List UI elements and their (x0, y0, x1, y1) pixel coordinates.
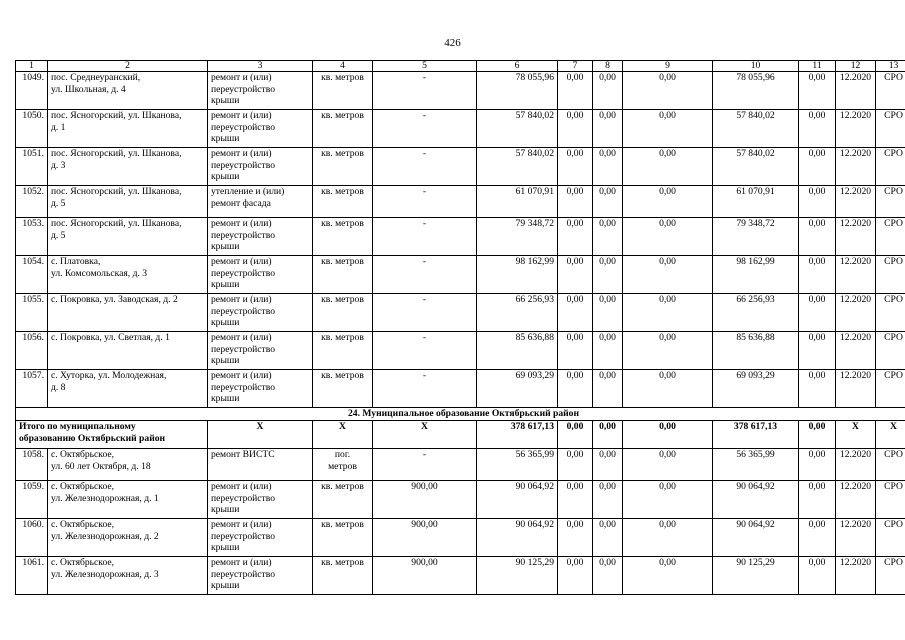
work-type-cell: ремонт и (или) переустройство крыши (208, 370, 313, 408)
column-number: 2 (48, 61, 208, 72)
row-number: 1049. (16, 72, 48, 110)
owners-funds-cell: 78 055,96 (713, 72, 799, 110)
area-cell: - (373, 218, 477, 256)
subtotal-cell: 0,00 (799, 421, 836, 449)
total-cost-cell: 85 636,88 (477, 332, 558, 370)
unit-cell: пог. метров (313, 449, 373, 481)
total-cost-cell: 69 093,29 (477, 370, 558, 408)
completion-date-cell: 12.2020 (836, 148, 876, 186)
row-number: 1058. (16, 449, 48, 481)
column-number-row (16, 61, 905, 72)
column-number: 10 (713, 61, 799, 72)
unit-cell: кв. метров (313, 148, 373, 186)
table-row (16, 519, 905, 557)
completion-date-cell: 12.2020 (836, 557, 876, 595)
subtotal-cell: Х (208, 421, 313, 449)
area-cell: - (373, 72, 477, 110)
area-cell: 900,00 (373, 481, 477, 519)
column-number: 6 (477, 61, 558, 72)
work-type-cell: ремонт и (или) переустройство крыши (208, 110, 313, 148)
address-cell: с. Покровка, ул. Светлая, д. 1 (48, 332, 208, 370)
column-number: 1 (16, 61, 48, 72)
column-number: 4 (313, 61, 373, 72)
work-type-cell: ремонт и (или) переустройство крыши (208, 332, 313, 370)
owners-funds-cell: 90 125,29 (713, 557, 799, 595)
address-cell: с. Октябрьское, ул. 60 лет Октября, д. 18 (48, 449, 208, 481)
subtotal-cell: Х (876, 421, 905, 449)
area-cell: 900,00 (373, 519, 477, 557)
regional-funds-cell: 0,00 (593, 370, 623, 408)
owners-funds-cell: 90 064,92 (713, 481, 799, 519)
local-funds-cell: 0,00 (623, 370, 713, 408)
federal-funds-cell: 0,00 (558, 72, 593, 110)
area-cell: - (373, 449, 477, 481)
regional-funds-cell: 0,00 (593, 481, 623, 519)
federal-funds-cell: 0,00 (558, 110, 593, 148)
table-row (16, 481, 905, 519)
address-cell: с. Покровка, ул. Заводская, д. 2 (48, 294, 208, 332)
regional-funds-cell: 0,00 (593, 218, 623, 256)
area-cell: - (373, 294, 477, 332)
table-row (16, 186, 905, 218)
completion-date-cell: 12.2020 (836, 186, 876, 218)
subtotal-label: Итого по муниципальному образованию Октябрьский район (16, 421, 208, 449)
row-number: 1059. (16, 481, 48, 519)
area-cell: 900,00 (373, 557, 477, 595)
table-row (16, 148, 905, 186)
other-funds-cell: 0,00 (799, 557, 836, 595)
area-cell: - (373, 110, 477, 148)
local-funds-cell: 0,00 (623, 148, 713, 186)
address-cell: с. Платовка, ул. Комсомольская, д. 3 (48, 256, 208, 294)
completion-date-cell: 12.2020 (836, 256, 876, 294)
address-cell: с. Октябрьское, ул. Железнодорожная, д. 1 (48, 481, 208, 519)
address-cell: пос. Ясногорский, ул. Шканова, д. 5 (48, 186, 208, 218)
address-cell: пос. Среднеуранский, ул. Школьная, д. 4 (48, 72, 208, 110)
work-type-cell: ремонт и (или) переустройство крыши (208, 148, 313, 186)
unit-cell: кв. метров (313, 519, 373, 557)
column-number: 7 (558, 61, 593, 72)
table-row (16, 110, 905, 148)
work-type-cell: ремонт ВИСТС (208, 449, 313, 481)
local-funds-cell: 0,00 (623, 218, 713, 256)
total-cost-cell: 90 064,92 (477, 519, 558, 557)
subtotal-cell: 0,00 (558, 421, 593, 449)
regional-funds-cell: 0,00 (593, 148, 623, 186)
table-row (16, 557, 905, 595)
address-cell: с. Хуторка, ул. Молодежная, д. 8 (48, 370, 208, 408)
owners-funds-cell: 69 093,29 (713, 370, 799, 408)
row-number: 1050. (16, 110, 48, 148)
table-row (16, 294, 905, 332)
column-number: 3 (208, 61, 313, 72)
regional-funds-cell: 0,00 (593, 332, 623, 370)
table-row (16, 256, 905, 294)
owners-funds-cell: 61 070,91 (713, 186, 799, 218)
subtotal-cell: 0,00 (593, 421, 623, 449)
address-cell: с. Октябрьское, ул. Железнодорожная, д. 2 (48, 519, 208, 557)
row-number: 1061. (16, 557, 48, 595)
unit-cell: кв. метров (313, 294, 373, 332)
local-funds-cell: 0,00 (623, 294, 713, 332)
work-type-cell: ремонт и (или) переустройство крыши (208, 519, 313, 557)
method-cell: СРО (876, 519, 905, 557)
regional-funds-cell: 0,00 (593, 294, 623, 332)
unit-cell: кв. метров (313, 256, 373, 294)
completion-date-cell: 12.2020 (836, 370, 876, 408)
federal-funds-cell: 0,00 (558, 294, 593, 332)
other-funds-cell: 0,00 (799, 218, 836, 256)
other-funds-cell: 0,00 (799, 72, 836, 110)
federal-funds-cell: 0,00 (558, 481, 593, 519)
owners-funds-cell: 98 162,99 (713, 256, 799, 294)
unit-cell: кв. метров (313, 218, 373, 256)
local-funds-cell: 0,00 (623, 186, 713, 218)
table-row (16, 332, 905, 370)
area-cell: - (373, 148, 477, 186)
regional-funds-cell: 0,00 (593, 186, 623, 218)
address-cell: пос. Ясногорский, ул. Шканова, д. 1 (48, 110, 208, 148)
row-number: 1052. (16, 186, 48, 218)
local-funds-cell: 0,00 (623, 481, 713, 519)
other-funds-cell: 0,00 (799, 294, 836, 332)
total-cost-cell: 78 055,96 (477, 72, 558, 110)
row-number: 1054. (16, 256, 48, 294)
completion-date-cell: 12.2020 (836, 110, 876, 148)
row-number: 1053. (16, 218, 48, 256)
work-type-cell: утепление и (или) ремонт фасада (208, 186, 313, 218)
total-cost-cell: 90 064,92 (477, 481, 558, 519)
subtotal-cell: Х (313, 421, 373, 449)
federal-funds-cell: 0,00 (558, 256, 593, 294)
other-funds-cell: 0,00 (799, 449, 836, 481)
regional-funds-cell: 0,00 (593, 449, 623, 481)
page-number: 426 (444, 37, 461, 49)
regional-funds-cell: 0,00 (593, 72, 623, 110)
column-number: 12 (836, 61, 876, 72)
owners-funds-cell: 57 840,02 (713, 148, 799, 186)
work-type-cell: ремонт и (или) переустройство крыши (208, 256, 313, 294)
address-cell: пос. Ясногорский, ул. Шканова, д. 5 (48, 218, 208, 256)
other-funds-cell: 0,00 (799, 332, 836, 370)
column-number: 11 (799, 61, 836, 72)
row-number: 1055. (16, 294, 48, 332)
method-cell: СРО (876, 256, 905, 294)
subtotal-cell: Х (836, 421, 876, 449)
local-funds-cell: 0,00 (623, 332, 713, 370)
method-cell: СРО (876, 332, 905, 370)
completion-date-cell: 12.2020 (836, 519, 876, 557)
method-cell: СРО (876, 449, 905, 481)
federal-funds-cell: 0,00 (558, 186, 593, 218)
unit-cell: кв. метров (313, 332, 373, 370)
federal-funds-cell: 0,00 (558, 519, 593, 557)
owners-funds-cell: 66 256,93 (713, 294, 799, 332)
subtotal-cell: Х (373, 421, 477, 449)
area-cell: - (373, 186, 477, 218)
total-cost-cell: 57 840,02 (477, 110, 558, 148)
total-cost-cell: 57 840,02 (477, 148, 558, 186)
completion-date-cell: 12.2020 (836, 218, 876, 256)
capital-repair-table (15, 60, 905, 595)
subtotal-cell: 378 617,13 (713, 421, 799, 449)
work-type-cell: ремонт и (или) переустройство крыши (208, 72, 313, 110)
unit-cell: кв. метров (313, 557, 373, 595)
local-funds-cell: 0,00 (623, 72, 713, 110)
owners-funds-cell: 56 365,99 (713, 449, 799, 481)
work-type-cell: ремонт и (или) переустройство крыши (208, 557, 313, 595)
total-cost-cell: 90 125,29 (477, 557, 558, 595)
row-number: 1057. (16, 370, 48, 408)
subtotal-row (16, 421, 905, 449)
total-cost-cell: 98 162,99 (477, 256, 558, 294)
method-cell: СРО (876, 294, 905, 332)
local-funds-cell: 0,00 (623, 449, 713, 481)
method-cell: СРО (876, 218, 905, 256)
method-cell: СРО (876, 148, 905, 186)
table-row (16, 449, 905, 481)
total-cost-cell: 61 070,91 (477, 186, 558, 218)
completion-date-cell: 12.2020 (836, 294, 876, 332)
address-cell: пос. Ясногорский, ул. Шканова, д. 3 (48, 148, 208, 186)
unit-cell: кв. метров (313, 72, 373, 110)
federal-funds-cell: 0,00 (558, 557, 593, 595)
local-funds-cell: 0,00 (623, 519, 713, 557)
section-heading-row (16, 408, 905, 421)
column-number: 5 (373, 61, 477, 72)
work-type-cell: ремонт и (или) переустройство крыши (208, 481, 313, 519)
local-funds-cell: 0,00 (623, 110, 713, 148)
subtotal-cost-cell: 378 617,13 (477, 421, 558, 449)
other-funds-cell: 0,00 (799, 519, 836, 557)
method-cell: СРО (876, 370, 905, 408)
method-cell: СРО (876, 72, 905, 110)
row-number: 1056. (16, 332, 48, 370)
federal-funds-cell: 0,00 (558, 332, 593, 370)
unit-cell: кв. метров (313, 110, 373, 148)
row-number: 1060. (16, 519, 48, 557)
column-number: 9 (623, 61, 713, 72)
row-number: 1051. (16, 148, 48, 186)
federal-funds-cell: 0,00 (558, 218, 593, 256)
completion-date-cell: 12.2020 (836, 332, 876, 370)
method-cell: СРО (876, 557, 905, 595)
completion-date-cell: 12.2020 (836, 481, 876, 519)
table-row (16, 72, 905, 110)
table-row (16, 370, 905, 408)
total-cost-cell: 56 365,99 (477, 449, 558, 481)
owners-funds-cell: 79 348,72 (713, 218, 799, 256)
regional-funds-cell: 0,00 (593, 557, 623, 595)
other-funds-cell: 0,00 (799, 148, 836, 186)
total-cost-cell: 66 256,93 (477, 294, 558, 332)
local-funds-cell: 0,00 (623, 557, 713, 595)
completion-date-cell: 12.2020 (836, 449, 876, 481)
owners-funds-cell: 90 064,92 (713, 519, 799, 557)
unit-cell: кв. метров (313, 370, 373, 408)
owners-funds-cell: 85 636,88 (713, 332, 799, 370)
work-type-cell: ремонт и (или) переустройство крыши (208, 294, 313, 332)
unit-cell: кв. метров (313, 186, 373, 218)
regional-funds-cell: 0,00 (593, 110, 623, 148)
regional-funds-cell: 0,00 (593, 519, 623, 557)
federal-funds-cell: 0,00 (558, 370, 593, 408)
work-type-cell: ремонт и (или) переустройство крыши (208, 218, 313, 256)
total-cost-cell: 79 348,72 (477, 218, 558, 256)
unit-cell: кв. метров (313, 481, 373, 519)
method-cell: СРО (876, 186, 905, 218)
address-cell: с. Октябрьское, ул. Железнодорожная, д. 3 (48, 557, 208, 595)
other-funds-cell: 0,00 (799, 481, 836, 519)
subtotal-cell: 0,00 (623, 421, 713, 449)
completion-date-cell: 12.2020 (836, 72, 876, 110)
federal-funds-cell: 0,00 (558, 148, 593, 186)
area-cell: - (373, 332, 477, 370)
federal-funds-cell: 0,00 (558, 449, 593, 481)
owners-funds-cell: 57 840,02 (713, 110, 799, 148)
other-funds-cell: 0,00 (799, 370, 836, 408)
table-row (16, 218, 905, 256)
method-cell: СРО (876, 481, 905, 519)
column-number: 13 (876, 61, 905, 72)
local-funds-cell: 0,00 (623, 256, 713, 294)
regional-funds-cell: 0,00 (593, 256, 623, 294)
section-title: 24. Муниципальное образование Октябрьский район (16, 408, 905, 421)
other-funds-cell: 0,00 (799, 256, 836, 294)
other-funds-cell: 0,00 (799, 186, 836, 218)
other-funds-cell: 0,00 (799, 110, 836, 148)
method-cell: СРО (876, 110, 905, 148)
column-number: 8 (593, 61, 623, 72)
area-cell: - (373, 256, 477, 294)
area-cell: - (373, 370, 477, 408)
